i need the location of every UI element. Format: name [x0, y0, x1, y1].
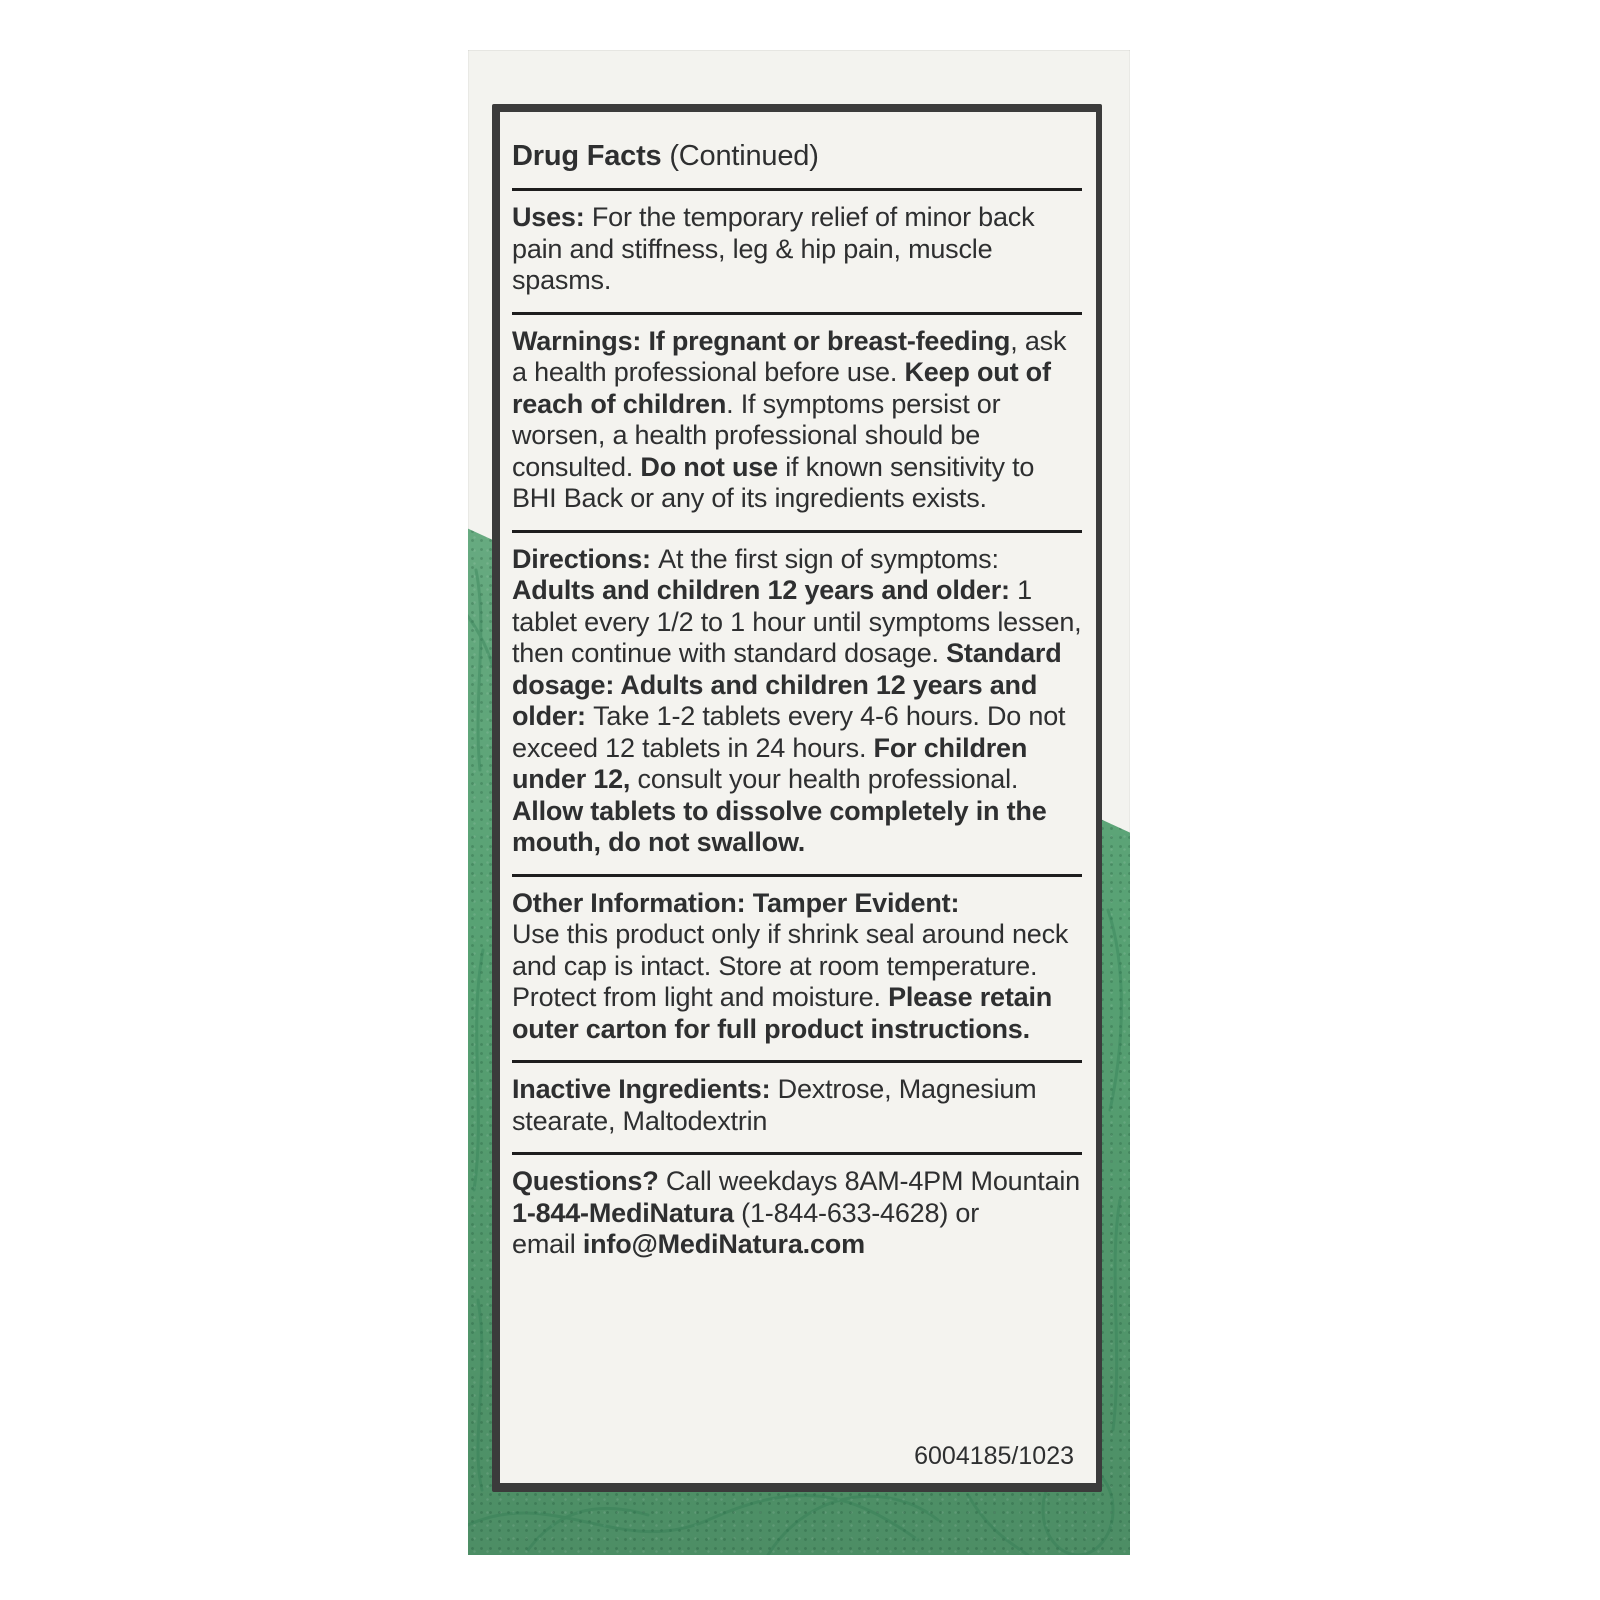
section-divider — [512, 312, 1082, 315]
section-text: Uses: For the temporary relief of minor back pain and stiffness, leg & hip pain, muscle spasms. — [512, 202, 1035, 295]
section-directions — [512, 544, 1082, 859]
sections — [512, 188, 1082, 1261]
section-text: Inactive Ingredients: Dextrose, Magnesium stearate, Maltodextrin — [512, 1074, 1037, 1136]
section-other-information — [512, 888, 1082, 1046]
section-divider — [512, 530, 1082, 533]
lot-code: 6004185/1023 — [914, 1442, 1074, 1470]
section-text: Warnings: If pregnant or breast-feeding, ask a health professional before use. Keep out of reach of children. If symptoms persist or worsen, a health professional should be consulted. Do not use if known sensitivity to BHI Back or any of its ingredients exists. — [512, 325, 1067, 513]
drug-facts-heading — [512, 139, 1082, 173]
section-divider — [512, 874, 1082, 877]
drug-facts-continued: (Continued) — [661, 140, 819, 172]
section-text: Questions? Call weekdays 8AM-4PM Mountain 1-844-MediNatura (1-844-633-4628) or email info@MediNatura.com — [512, 1166, 1081, 1259]
section-text: Other Information: Tamper Evident: Use this product only if shrink seal around neck and cap is intact. Store at room temperature. Protect from light and moisture. Please retain outer carton for full product instructions. — [512, 887, 1069, 1044]
section-uses — [512, 202, 1082, 297]
section-warnings — [512, 326, 1082, 515]
drug-facts-content — [500, 112, 1096, 1483]
product-panel — [468, 50, 1130, 1555]
drug-facts-box — [492, 104, 1102, 1492]
drug-facts-title: Drug Facts — [512, 140, 662, 172]
section-divider — [512, 1152, 1082, 1155]
section-divider — [512, 188, 1082, 191]
section-divider — [512, 1060, 1082, 1063]
section-inactive-ingredients — [512, 1074, 1082, 1137]
section-questions — [512, 1166, 1082, 1261]
section-text: Directions: At the first sign of symptoms: Adults and children 12 years and older: 1 tablet every 1/2 to 1 hour until symptoms lessen, then continue with standard dosage. Standard dosage: Adults and children 12 years and older: Take 1-2 tablets every 4-6 hours. Do not exceed 12 tablets in 24 hours. For children under 12, consult your health professional. Allow tablets to dissolve completely in the mouth, do not swallow. — [512, 543, 1082, 857]
